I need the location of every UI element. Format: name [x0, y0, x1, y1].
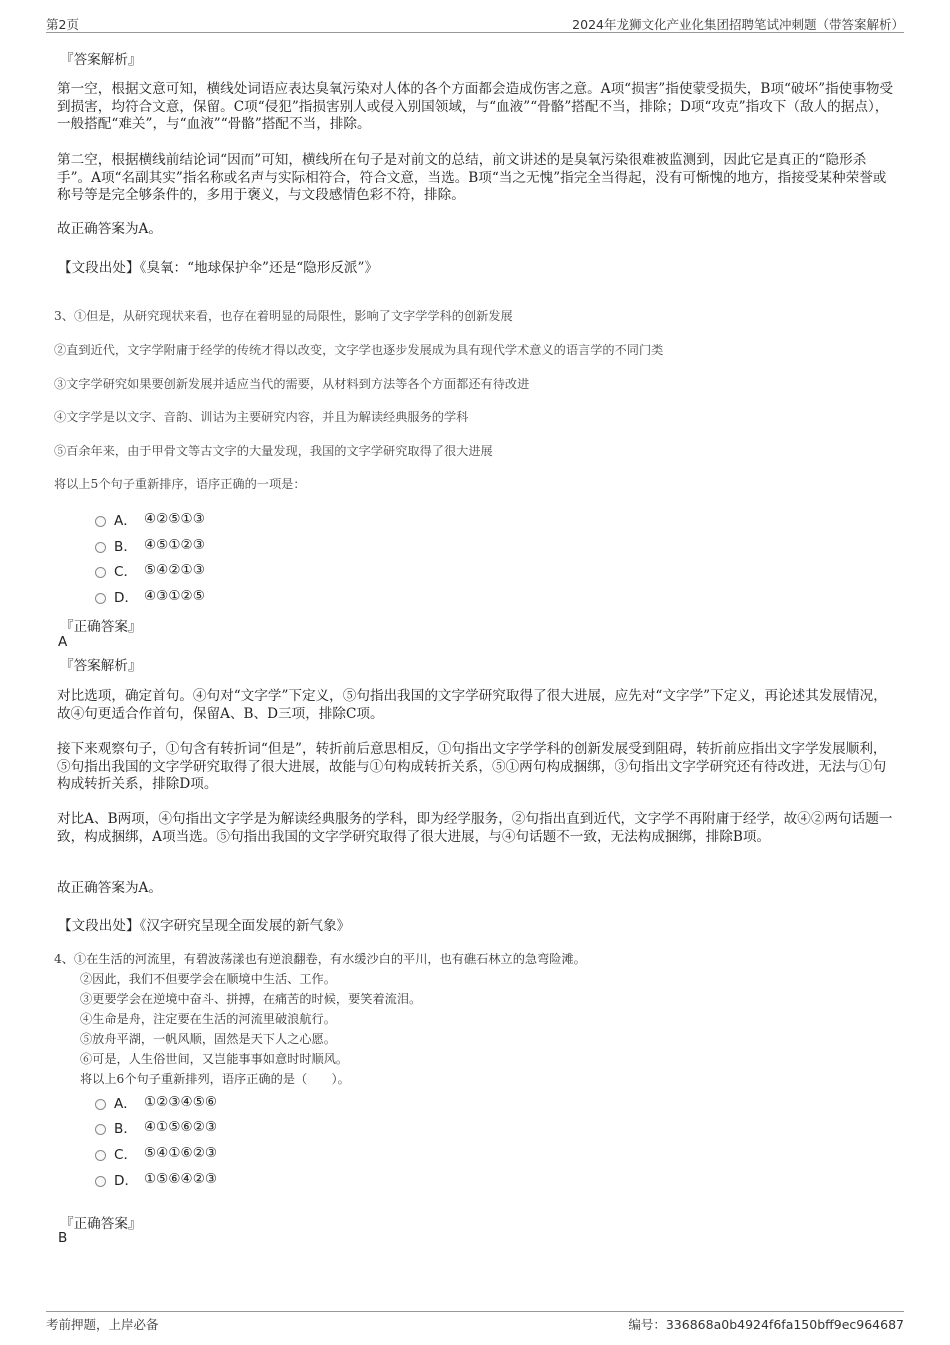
- question-line: 4、①在生活的河流里，有碧波荡漾也有逆浪翻卷，有水缓沙白的平川，也有礁石林立的急弯险滩。: [54, 952, 586, 966]
- question-line: ②因此，我们不但要学会在顺境中生活、工作。: [80, 972, 336, 986]
- analysis-paragraph: 第一空，根据文意可知，横线处词语应表达臭氧污染对人体的各个方面都会造成伤害之意。A项“损害”指使蒙受损失，B项“破坏”指使事物受到损害，均符合文意，保留。C项“侵犯”指损害别人或侵入别国领域，与“血液”“骨骼”搭配不当，排除；D项“攻克”指攻下（敌人的据点），一般搭配“难关”，与“血液”“骨骼”搭配不当，排除。: [57, 81, 894, 132]
- correct-answer: B: [58, 1230, 68, 1246]
- source-citation: 【文段出处】《臭氧：“地球保护伞”还是“隐形反派”》: [58, 260, 379, 276]
- option-b[interactable]: B． ④①⑤⑥②③: [95, 1118, 217, 1136]
- radio-icon[interactable]: [95, 593, 106, 604]
- option-c[interactable]: C． ⑤④②①③: [95, 561, 205, 579]
- conclusion: 故正确答案为A。: [57, 880, 162, 896]
- option-b[interactable]: B． ④⑤①②③: [95, 536, 205, 554]
- footer-divider: [46, 1311, 904, 1312]
- footer-slogan: 考前押题，上岸必备: [46, 1317, 159, 1332]
- radio-icon[interactable]: [95, 542, 106, 553]
- radio-icon[interactable]: [95, 1099, 106, 1110]
- option-c[interactable]: C． ⑤④①⑥②③: [95, 1144, 217, 1162]
- header-divider: [46, 32, 904, 33]
- document-title: 2024年龙狮文化产业化集团招聘笔试冲刺题（带答案解析）: [572, 17, 904, 32]
- analysis-paragraph: 接下来观察句子，①句含有转折词“但是”，转折前后意思相反，①句指出文字学学科的创新发展受到阻碍，转折前应指出文字学发展顺利，⑤句指出我国的文字学研究取得了很大进展，故能与①句构成转折关系，⑤①两句构成捆绑，③句指出文字学研究还有待改进，无法与①句构成转折关系，排除D项。: [57, 741, 887, 792]
- question-line: ④文字学是以文字、音韵、训诂为主要研究内容，并且为解读经典服务的学科: [54, 410, 469, 424]
- question-line: ③文字学研究如果要创新发展并适应当代的需要，从材料到方法等各个方面都还有待改进: [54, 377, 530, 391]
- document-id: 编号：336868a0b4924f6fa150bff9ec964687: [628, 1317, 904, 1332]
- analysis-tag: 『答案解析』: [60, 658, 142, 674]
- conclusion: 故正确答案为A。: [57, 221, 162, 237]
- source-citation: 【文段出处】《汉字研究呈现全面发展的新气象》: [58, 918, 351, 934]
- analysis-tag: 『答案解析』: [60, 52, 142, 68]
- question-line: ④生命是舟，注定要在生活的河流里破浪航行。: [80, 1012, 336, 1026]
- option-d[interactable]: D． ①⑤⑥④②③: [95, 1170, 217, 1188]
- radio-icon[interactable]: [95, 1150, 106, 1161]
- page-number: 第2页: [46, 17, 79, 32]
- answer-tag: 『正确答案』: [60, 1216, 142, 1232]
- option-d[interactable]: D． ④③①②⑤: [95, 587, 205, 605]
- correct-answer: A: [58, 634, 68, 650]
- question-line: ⑤百余年来，由于甲骨文等古文字的大量发现，我国的文字学研究取得了很大进展: [54, 444, 493, 458]
- question-line: ②直到近代，文字学附庸于经学的传统才得以改变，文字学也逐步发展成为具有现代学术意义的语言学的不同门类: [54, 343, 664, 357]
- question-line: 3、①但是，从研究现状来看，也存在着明显的局限性，影响了文字学学科的创新发展: [54, 309, 513, 323]
- analysis-paragraph: 第二空，根据横线前结论词“因而”可知，横线所在句子是对前文的总结，前文讲述的是臭氧污染很难被监测到，因此它是真正的“隐形杀手”。A项“名副其实”指名称或名声与实际相符合，符合文意，当选。B项“当之无愧”指完全当得起，没有可惭愧的地方，指接受某种荣誉或称号等是完全够条件的，多用于褒义，与文段感情色彩不符，排除。: [57, 152, 887, 203]
- question-prompt: 将以上6个句子重新排列，语序正确的是（ ）。: [80, 1072, 350, 1086]
- analysis-paragraph: 对比选项，确定首句。④句对“文字学”下定义，⑤句指出我国的文字学研究取得了很大进展，应先对“文字学”下定义，再论述其发展情况，故④句更适合作首句，保留A、B、D三项，排除C项。: [57, 688, 887, 722]
- page-header: [46, 12, 904, 32]
- radio-icon[interactable]: [95, 567, 106, 578]
- question-line: ③更要学会在逆境中奋斗、拼搏，在痛苦的时候，要笑着流泪。: [80, 992, 422, 1006]
- radio-icon[interactable]: [95, 516, 106, 527]
- analysis-paragraph: 对比A、B两项，④句指出文字学是为解读经典服务的学科，即为经学服务，②句指出直到近代，文字学不再附庸于经学，故④②两句话题一致，构成捆绑，A项当选。⑤句指出我国的文字学研究取得了很大进展，与④句话题不一致，无法构成捆绑，排除B项。: [57, 811, 893, 845]
- option-a[interactable]: A． ④②⑤①③: [95, 510, 205, 528]
- option-a[interactable]: A． ①②③④⑤⑥: [95, 1093, 217, 1111]
- question-prompt: 将以上5个句子重新排序，语序正确的一项是：: [54, 477, 306, 491]
- answer-tag: 『正确答案』: [60, 619, 142, 635]
- radio-icon[interactable]: [95, 1176, 106, 1187]
- radio-icon[interactable]: [95, 1124, 106, 1135]
- question-line: ⑤放舟平湖，一帆风顺，固然是天下人之心愿。: [80, 1032, 336, 1046]
- question-line: ⑥可是，人生俗世间，又岂能事事如意时时顺风。: [80, 1052, 349, 1066]
